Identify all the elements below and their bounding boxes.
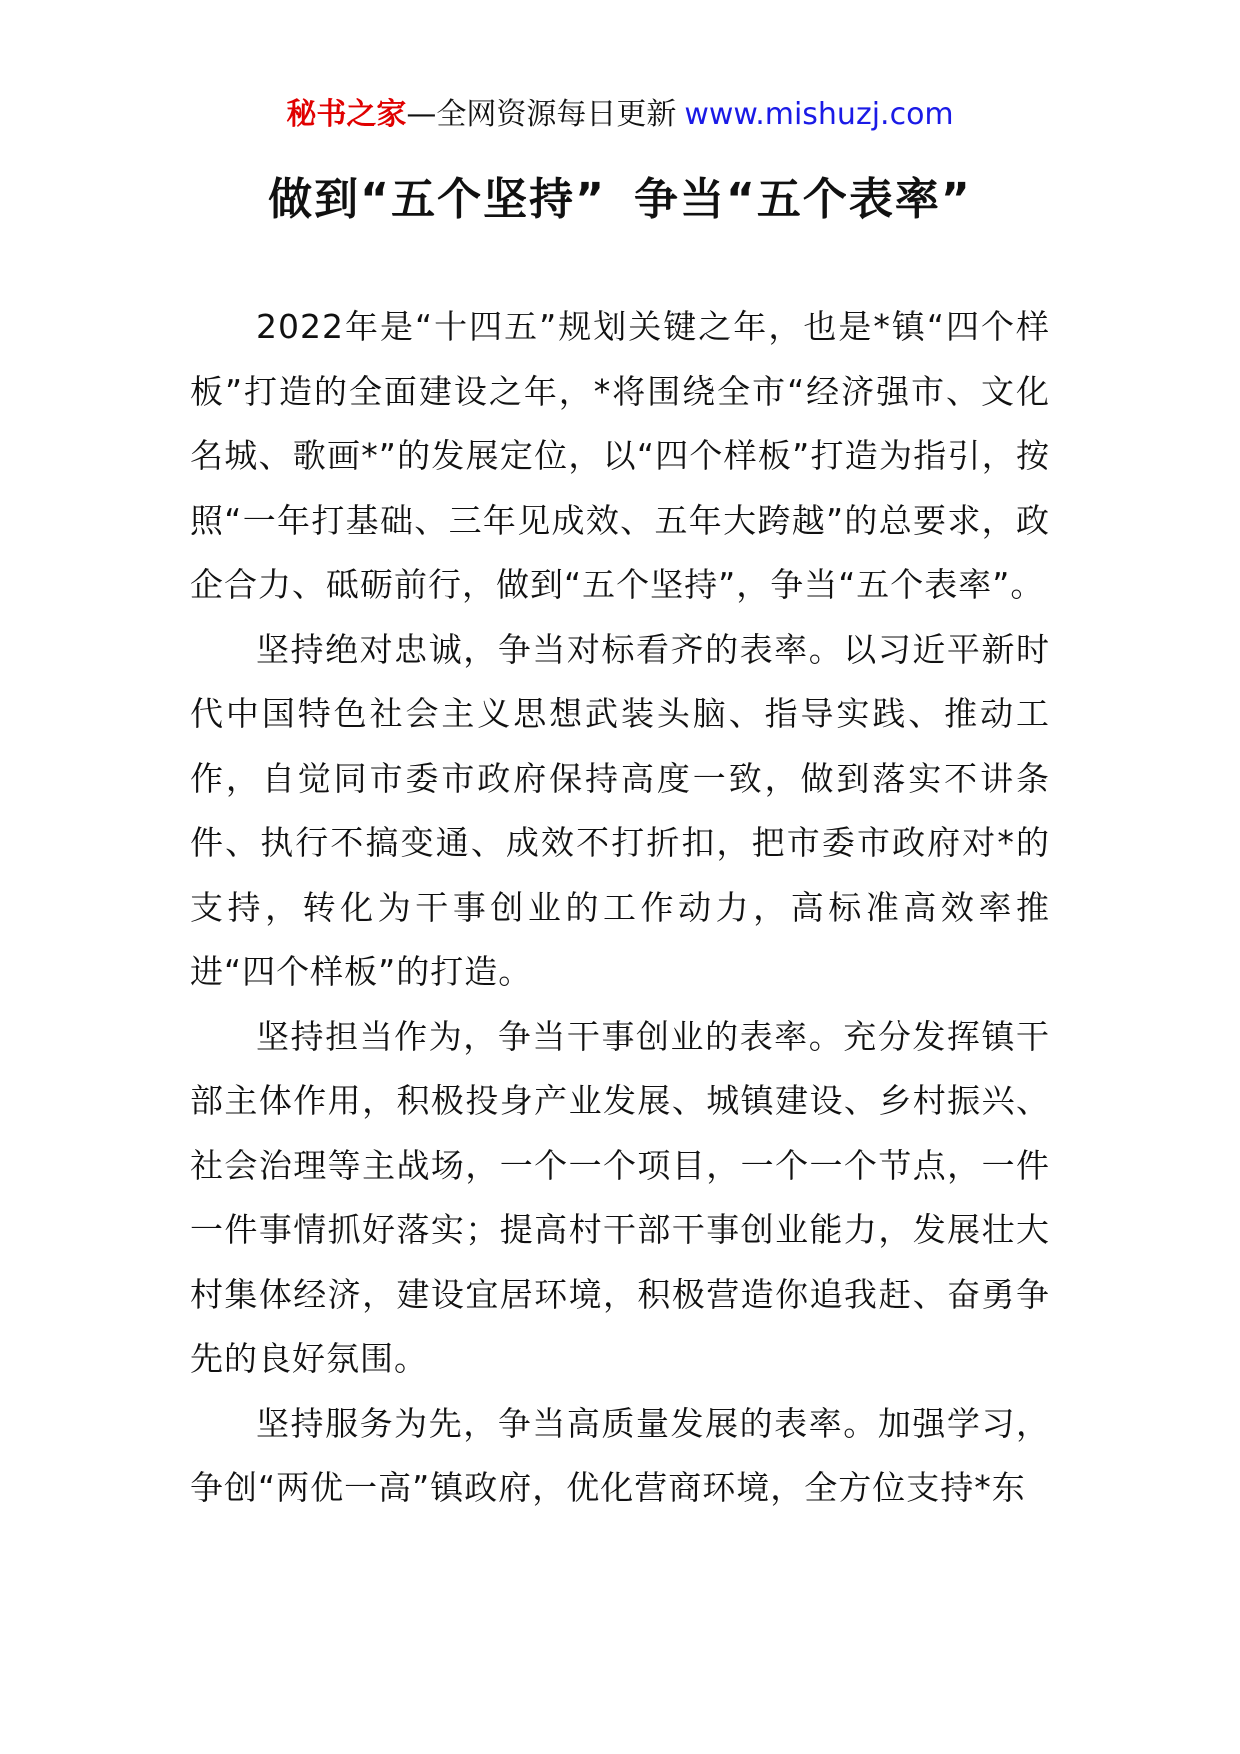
body-paragraph-service: 坚持服务为先，争当高质量发展的表率。加强学习，争创“两优一高”镇政府，优化营商环境，全方位支持*东	[190, 1403, 1050, 1507]
document-title-part2: 争当“五个表率”	[634, 174, 972, 225]
body-paragraph-responsibility: 坚持担当作为，争当干事创业的表率。充分发挥镇干部主体作用，积极投身产业发展、城镇建设、乡村振兴、社会治理等主战场，一个一个项目，一个一个节点，一件一件事情抓好落实；提高村干部干事创业能力，发展壮大村集体经济，建设宜居环境，积极营造你追我赶、奋勇争先的良好氛围。	[190, 1016, 1050, 1378]
site-slogan: —全网资源每日更新	[406, 97, 677, 132]
document-title-part1: 做到“五个坚持”	[268, 174, 606, 225]
body-paragraph-intro: 2022年是“十四五”规划关键之年，也是*镇“四个样板”打造的全面建设之年，*将围绕全市“经济强市、文化名城、歌画*”的发展定位，以“四个样板”打造为指引，按照“一年打基础、三年见成效、五年大跨越”的总要求，政企合力、砥砺前行，做到“五个坚持”，争当“五个表率”。	[190, 307, 1050, 604]
site-url-link[interactable]: www.mishuzj.com	[684, 97, 954, 132]
site-header	[0, 95, 1240, 135]
body-paragraph-loyalty: 坚持绝对忠诚，争当对标看齐的表率。以习近平新时代中国特色社会主义思想武装头脑、指导实践、推动工作，自觉同市委市政府保持高度一致，做到落实不讲条件、执行不搞变通、成效不打折扣，把市委市政府对*的支持，转化为干事创业的工作动力，高标准高效率推进“四个样板”的打造。	[190, 629, 1050, 991]
document-title	[0, 170, 1240, 230]
document-body	[190, 295, 1050, 1521]
site-brand: 秘书之家	[286, 97, 407, 132]
